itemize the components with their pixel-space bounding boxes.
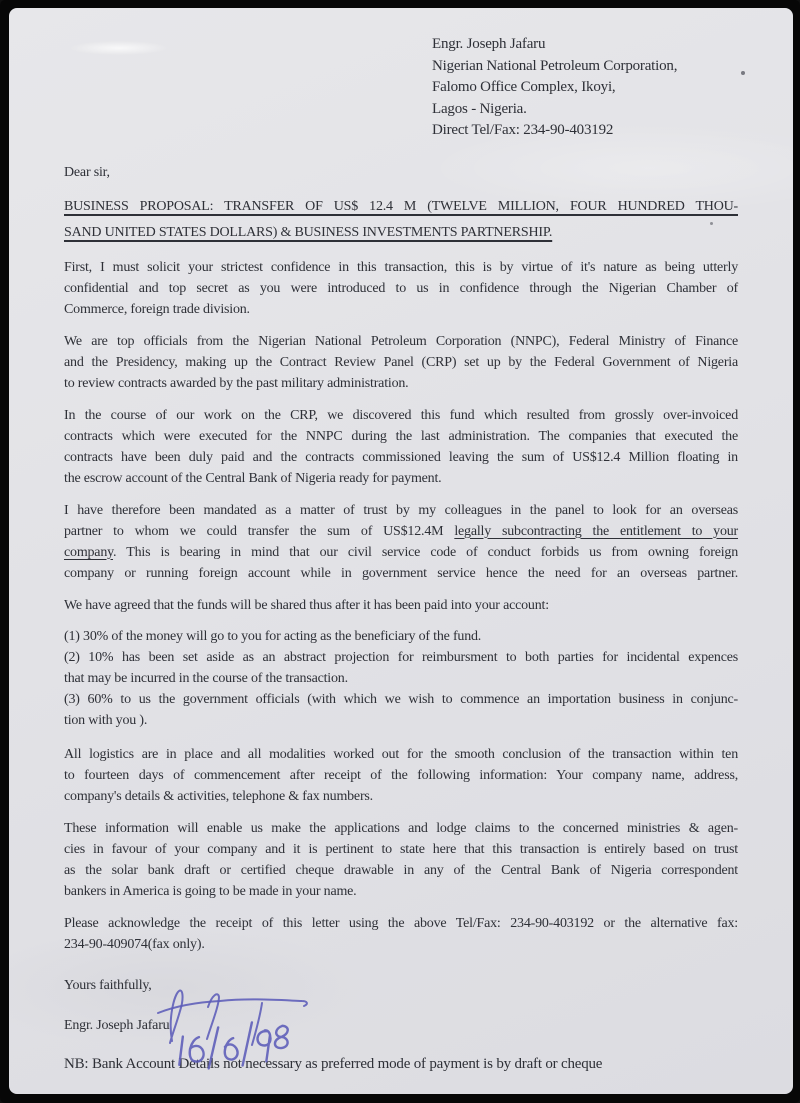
body-line bbox=[64, 542, 738, 563]
body-line: confidential and top secret as you were introduced to us in confidence through the Nigerian Chamber of bbox=[64, 280, 738, 296]
body-line: as the solar bank draft or certified cheque drawable in any of the Central Bank of Nigeria correspondent bbox=[64, 862, 738, 878]
body-text: . This is bearing in mind that our civil service code of conduct forbids us from owning foreign bbox=[113, 544, 738, 560]
body-line: Commerce, foreign trade division. bbox=[64, 301, 250, 317]
list-item-2: (2) 10% has been set aside as an abstract projection for reimbursment to both parties for incidental expences bbox=[64, 649, 738, 665]
body-line: company's details & activities, telephone & fax numbers. bbox=[64, 788, 373, 804]
salutation: Dear sir, bbox=[64, 164, 110, 180]
paragraph-logistics bbox=[64, 744, 738, 807]
paragraph-fund-discovery bbox=[64, 405, 738, 489]
valediction: Yours faithfully, bbox=[64, 977, 152, 993]
paragraph-applications bbox=[64, 818, 738, 902]
body-line: the escrow account of the Central Bank of Nigeria ready for payment. bbox=[64, 470, 442, 486]
list-item-1: (1) 30% of the money will go to you for acting as the beneficiary of the fund. bbox=[64, 628, 482, 644]
list-item-3-cont: tion with you ). bbox=[64, 712, 148, 728]
scan-speckle bbox=[710, 222, 713, 225]
list-item-2-cont: that may be incurred in the course of the transaction. bbox=[64, 670, 348, 686]
body-line: to review contracts awarded by the past military administration. bbox=[64, 375, 409, 391]
sender-address-line: Falomo Office Complex, Ikoyi, bbox=[432, 79, 616, 95]
subject-line-1: BUSINESS PROPOSAL: TRANSFER OF US$ 12.4 M (TWELVE MILLION, FOUR HUNDRED THOU- bbox=[64, 198, 738, 214]
body-line: to fourteen days of commencement after receipt of the following information: Your company name, address, bbox=[64, 767, 738, 783]
underlined-text: company bbox=[64, 544, 114, 560]
paragraph-mandate bbox=[64, 500, 738, 584]
paragraph-confidence bbox=[64, 257, 738, 320]
letterhead bbox=[432, 34, 738, 142]
body-line: 234-90-409074(fax only). bbox=[64, 936, 205, 952]
sender-name: Engr. Joseph Jafaru bbox=[64, 1017, 170, 1033]
paragraph-sharing-intro: We have agreed that the funds will be shared thus after it has been paid into your account: bbox=[64, 597, 549, 613]
body-line bbox=[64, 521, 738, 542]
body-line: bankers in America is going to be made in your name. bbox=[64, 883, 357, 899]
body-line: All logistics are in place and all modalities worked out for the smooth conclusion of the transaction within ten bbox=[64, 746, 738, 762]
underlined-text: legally subcontracting the entitlement to your bbox=[454, 523, 739, 539]
body-line: and the Presidency, making up the Contract Review Panel (CRP) set up by the Federal Government of Nigeria bbox=[64, 354, 738, 370]
scan-speckle bbox=[741, 71, 745, 75]
letter-paper bbox=[9, 8, 793, 1094]
sender-city-line: Lagos - Nigeria. bbox=[432, 100, 527, 117]
share-list bbox=[64, 626, 738, 731]
list-item-3: (3) 60% to us the government officials (with which we wish to commence an importation business in conjunc- bbox=[64, 691, 738, 707]
body-line: We are top officials from the Nigerian National Petroleum Corporation (NNPC), Federal Ministry of Finance bbox=[64, 333, 738, 349]
body-text: partner to whom we could transfer the sum of US$12.4M bbox=[64, 523, 455, 539]
body-line: contracts which were executed for the NNPC during the last administration. The companies that executed the bbox=[64, 428, 738, 444]
body-line: cies in favour of your company and it is pertinent to state here that this transaction is entirely based on trust bbox=[64, 841, 738, 857]
nb-note: NB: Bank Account Details not necessary as preferred mode of payment is by draft or cheque bbox=[64, 1055, 603, 1072]
body-line: contracts have been duly paid and the contracts commissioned leaving the sum of US$12.4 Million floating in bbox=[64, 449, 738, 465]
paragraph-officials bbox=[64, 331, 738, 394]
sender-name-line: Engr. Joseph Jafaru bbox=[432, 36, 546, 52]
sender-org-line: Nigerian National Petroleum Corporation, bbox=[432, 57, 678, 74]
body-line: First, I must solicit your strictest confidence in this transaction, this is by virtue of it's nature as being utterly bbox=[64, 259, 738, 275]
body-line: These information will enable us make the applications and lodge claims to the concerned ministries & agen- bbox=[64, 820, 738, 836]
subject-line-2: SAND UNITED STATES DOLLARS) & BUSINESS INVESTMENTS PARTNERSHIP. bbox=[64, 224, 553, 240]
body-line: Please acknowledge the receipt of this letter using the above Tel/Fax: 234-90-403192 or the alternative fax: bbox=[64, 915, 738, 931]
subject-heading bbox=[64, 194, 738, 246]
body-line: I have therefore been mandated as a matter of trust by my colleagues in the panel to look for an overseas bbox=[64, 502, 738, 518]
body-line: In the course of our work on the CRP, we discovered this fund which resulted from grossly over-invoiced bbox=[64, 407, 738, 423]
body-line: company or running foreign account while in government service hence the need for an overseas partner. bbox=[64, 565, 738, 581]
sender-telfax-line: Direct Tel/Fax: 234-90-403192 bbox=[432, 122, 614, 138]
paragraph-acknowledge bbox=[64, 913, 738, 955]
